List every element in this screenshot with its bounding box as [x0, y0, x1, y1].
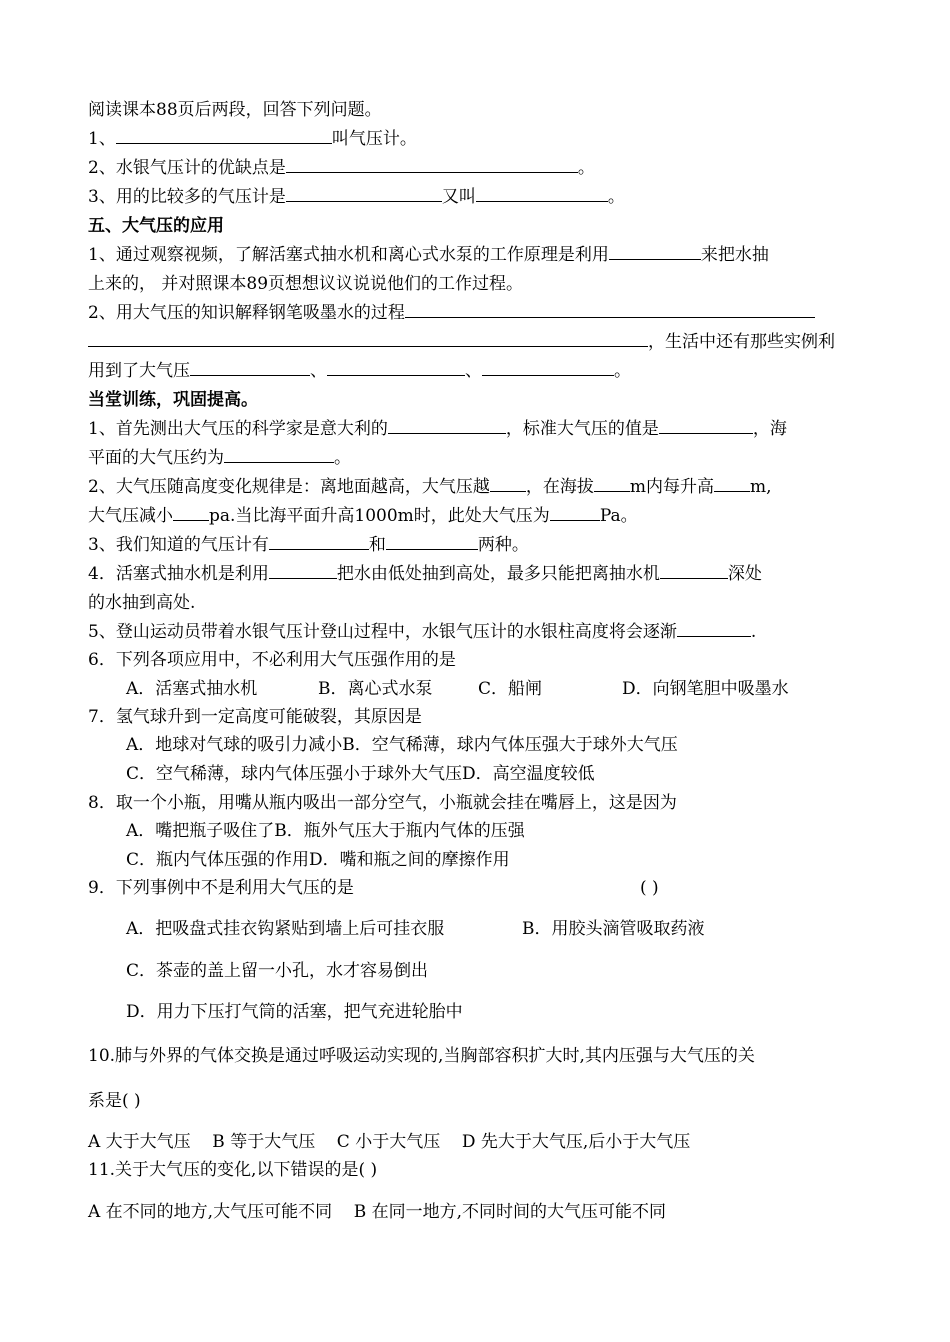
answer-blank[interactable]: [386, 533, 478, 550]
q9-stem: 9．下列事例中不是利用大气压的是 ( ): [88, 878, 659, 898]
intro-line: 阅读课本88页后两段，回答下列问题。: [88, 100, 382, 120]
answer-paren[interactable]: ( ): [640, 878, 659, 898]
q2-line2: 大气压减小 pa.当比海平面升高1000m时，此处大气压为 Pa。: [88, 506, 638, 526]
answer-blank[interactable]: [482, 359, 614, 376]
answer-blank[interactable]: [714, 475, 750, 492]
answer-blank[interactable]: [173, 504, 209, 521]
q-barometer-1: 1、 叫气压计。: [88, 129, 417, 149]
answer-blank[interactable]: [116, 127, 332, 144]
q2-line1: 2、大气压随高度变化规律是：离地面越高，大气压越 ，在海拔 m内每升高 m,: [88, 477, 772, 497]
q3-line: 3、我们知道的气压计有 和 两种。: [88, 535, 529, 555]
section5-line1: 1、通过观察视频，了解活塞式抽水机和离心式水泵的工作原理是利用 来把水抽: [88, 245, 769, 265]
answer-blank[interactable]: [224, 446, 334, 463]
answer-blank[interactable]: [490, 475, 526, 492]
q8-stem: 8．取一个小瓶，用嘴从瓶内吸出一部分空气，小瓶就会挂在嘴唇上，这是因为: [88, 793, 677, 813]
answer-blank[interactable]: [190, 359, 310, 376]
answer-blank[interactable]: [327, 359, 465, 376]
section5-line2: 2、用大气压的知识解释钢笔吸墨水的过程: [88, 301, 815, 325]
q4-line2: 的水抽到高处.: [88, 593, 196, 613]
answer-blank[interactable]: [476, 185, 608, 202]
section5-line4: 用到了大气压 、 、 。: [88, 361, 631, 381]
option-c[interactable]: C．瓶内气体压强的作用: [126, 850, 310, 870]
answer-blank[interactable]: [594, 475, 630, 492]
answer-blank[interactable]: [550, 504, 600, 521]
option-d[interactable]: D．高空温度较低: [462, 764, 595, 784]
q-barometer-2: 2、水银气压计的优缺点是 。: [88, 158, 595, 178]
answer-blank[interactable]: [286, 185, 442, 202]
option-a[interactable]: A．地球对气球的吸引力减小: [126, 735, 343, 755]
answer-blank[interactable]: [88, 330, 648, 347]
q9-option-c[interactable]: C．茶壶的盖上留一小孔，水才容易倒出: [126, 961, 429, 981]
option-d[interactable]: D．向钢笔胆中吸墨水: [622, 679, 789, 699]
q9-option-d[interactable]: D．用力下压打气筒的活塞，把气充进轮胎中: [126, 1002, 463, 1022]
q11-stem: 11.关于大气压的变化,以下错误的是( ): [88, 1160, 378, 1180]
q6-stem: 6．下列各项应用中，不必利用大气压强作用的是: [88, 650, 456, 670]
answer-blank[interactable]: [659, 417, 753, 434]
option-c[interactable]: C．空气稀薄，球内气体压强小于球外大气压: [126, 764, 463, 784]
answer-blank[interactable]: [677, 620, 751, 637]
answer-blank[interactable]: [286, 156, 578, 173]
q1-line2: 平面的大气压约为 。: [88, 448, 351, 468]
option-a[interactable]: A．嘴把瓶子吸住了: [126, 821, 275, 841]
option-a[interactable]: A．把吸盘式挂衣钩紧贴到墙上后可挂衣服: [126, 919, 445, 939]
answer-blank[interactable]: [269, 562, 337, 579]
option-b[interactable]: B．瓶外气压大于瓶内气体的压强: [274, 821, 525, 841]
option-b[interactable]: B．用胶头滴管吸取药液: [522, 919, 705, 939]
answer-blank[interactable]: [405, 301, 815, 318]
q9-options-ab: [126, 917, 705, 941]
q5-line: 5、登山运动员带着水银气压计登山过程中，水银气压计的水银柱高度将会逐渐 .: [88, 622, 757, 642]
q7-stem: 7．氢气球升到一定高度可能破裂，其原因是: [88, 707, 422, 727]
q8-options-2: [126, 848, 510, 872]
q-barometer-3: 3、用的比较多的气压计是 又叫 。: [88, 187, 625, 207]
q7-options-1: [126, 733, 678, 757]
q10-options[interactable]: A 大于大气压 B 等于大气压 C 小于大气压 D 先大于大气压,后小于大气压: [88, 1132, 691, 1152]
q10-stem-cont: 系是( ): [88, 1091, 141, 1111]
answer-blank[interactable]: [609, 243, 701, 260]
answer-blank[interactable]: [388, 417, 506, 434]
answer-blank[interactable]: [269, 533, 369, 550]
q1-line1: 1、首先测出大气压的科学家是意大利的 ，标准大气压的值是 ，海: [88, 419, 787, 439]
answer-blank[interactable]: [660, 562, 728, 579]
q8-options-1: [126, 819, 525, 843]
option-a[interactable]: A．活塞式抽水机: [126, 679, 258, 699]
option-b[interactable]: B．离心式水泵: [318, 679, 433, 699]
q10-stem: 10.肺与外界的气体交换是通过呼吸运动实现的,当胸部容积扩大时,其内压强与大气压的关: [88, 1046, 755, 1066]
section5-heading: 五、大气压的应用: [88, 216, 224, 236]
option-b[interactable]: B．空气稀薄，球内气体压强大于球外大气压: [342, 735, 678, 755]
section5-line3: ，生活中还有那些实例利: [88, 330, 835, 354]
training-heading: 当堂训练，巩固提高。: [88, 390, 258, 410]
section5-line1b: 上来的， 并对照课本89页想想议议说说他们的工作过程。: [88, 274, 524, 294]
q7-options-2: [126, 762, 595, 786]
q11-options[interactable]: A 在不同的地方,大气压可能不同 B 在同一地方,不同时间的大气压可能不同: [88, 1202, 666, 1222]
q4-line1: 4．活塞式抽水机是利用 把水由低处抽到高处，最多只能把离抽水机 深处: [88, 564, 762, 584]
option-d[interactable]: D．嘴和瓶之间的摩擦作用: [309, 850, 510, 870]
option-c[interactable]: C．船闸: [478, 679, 543, 699]
